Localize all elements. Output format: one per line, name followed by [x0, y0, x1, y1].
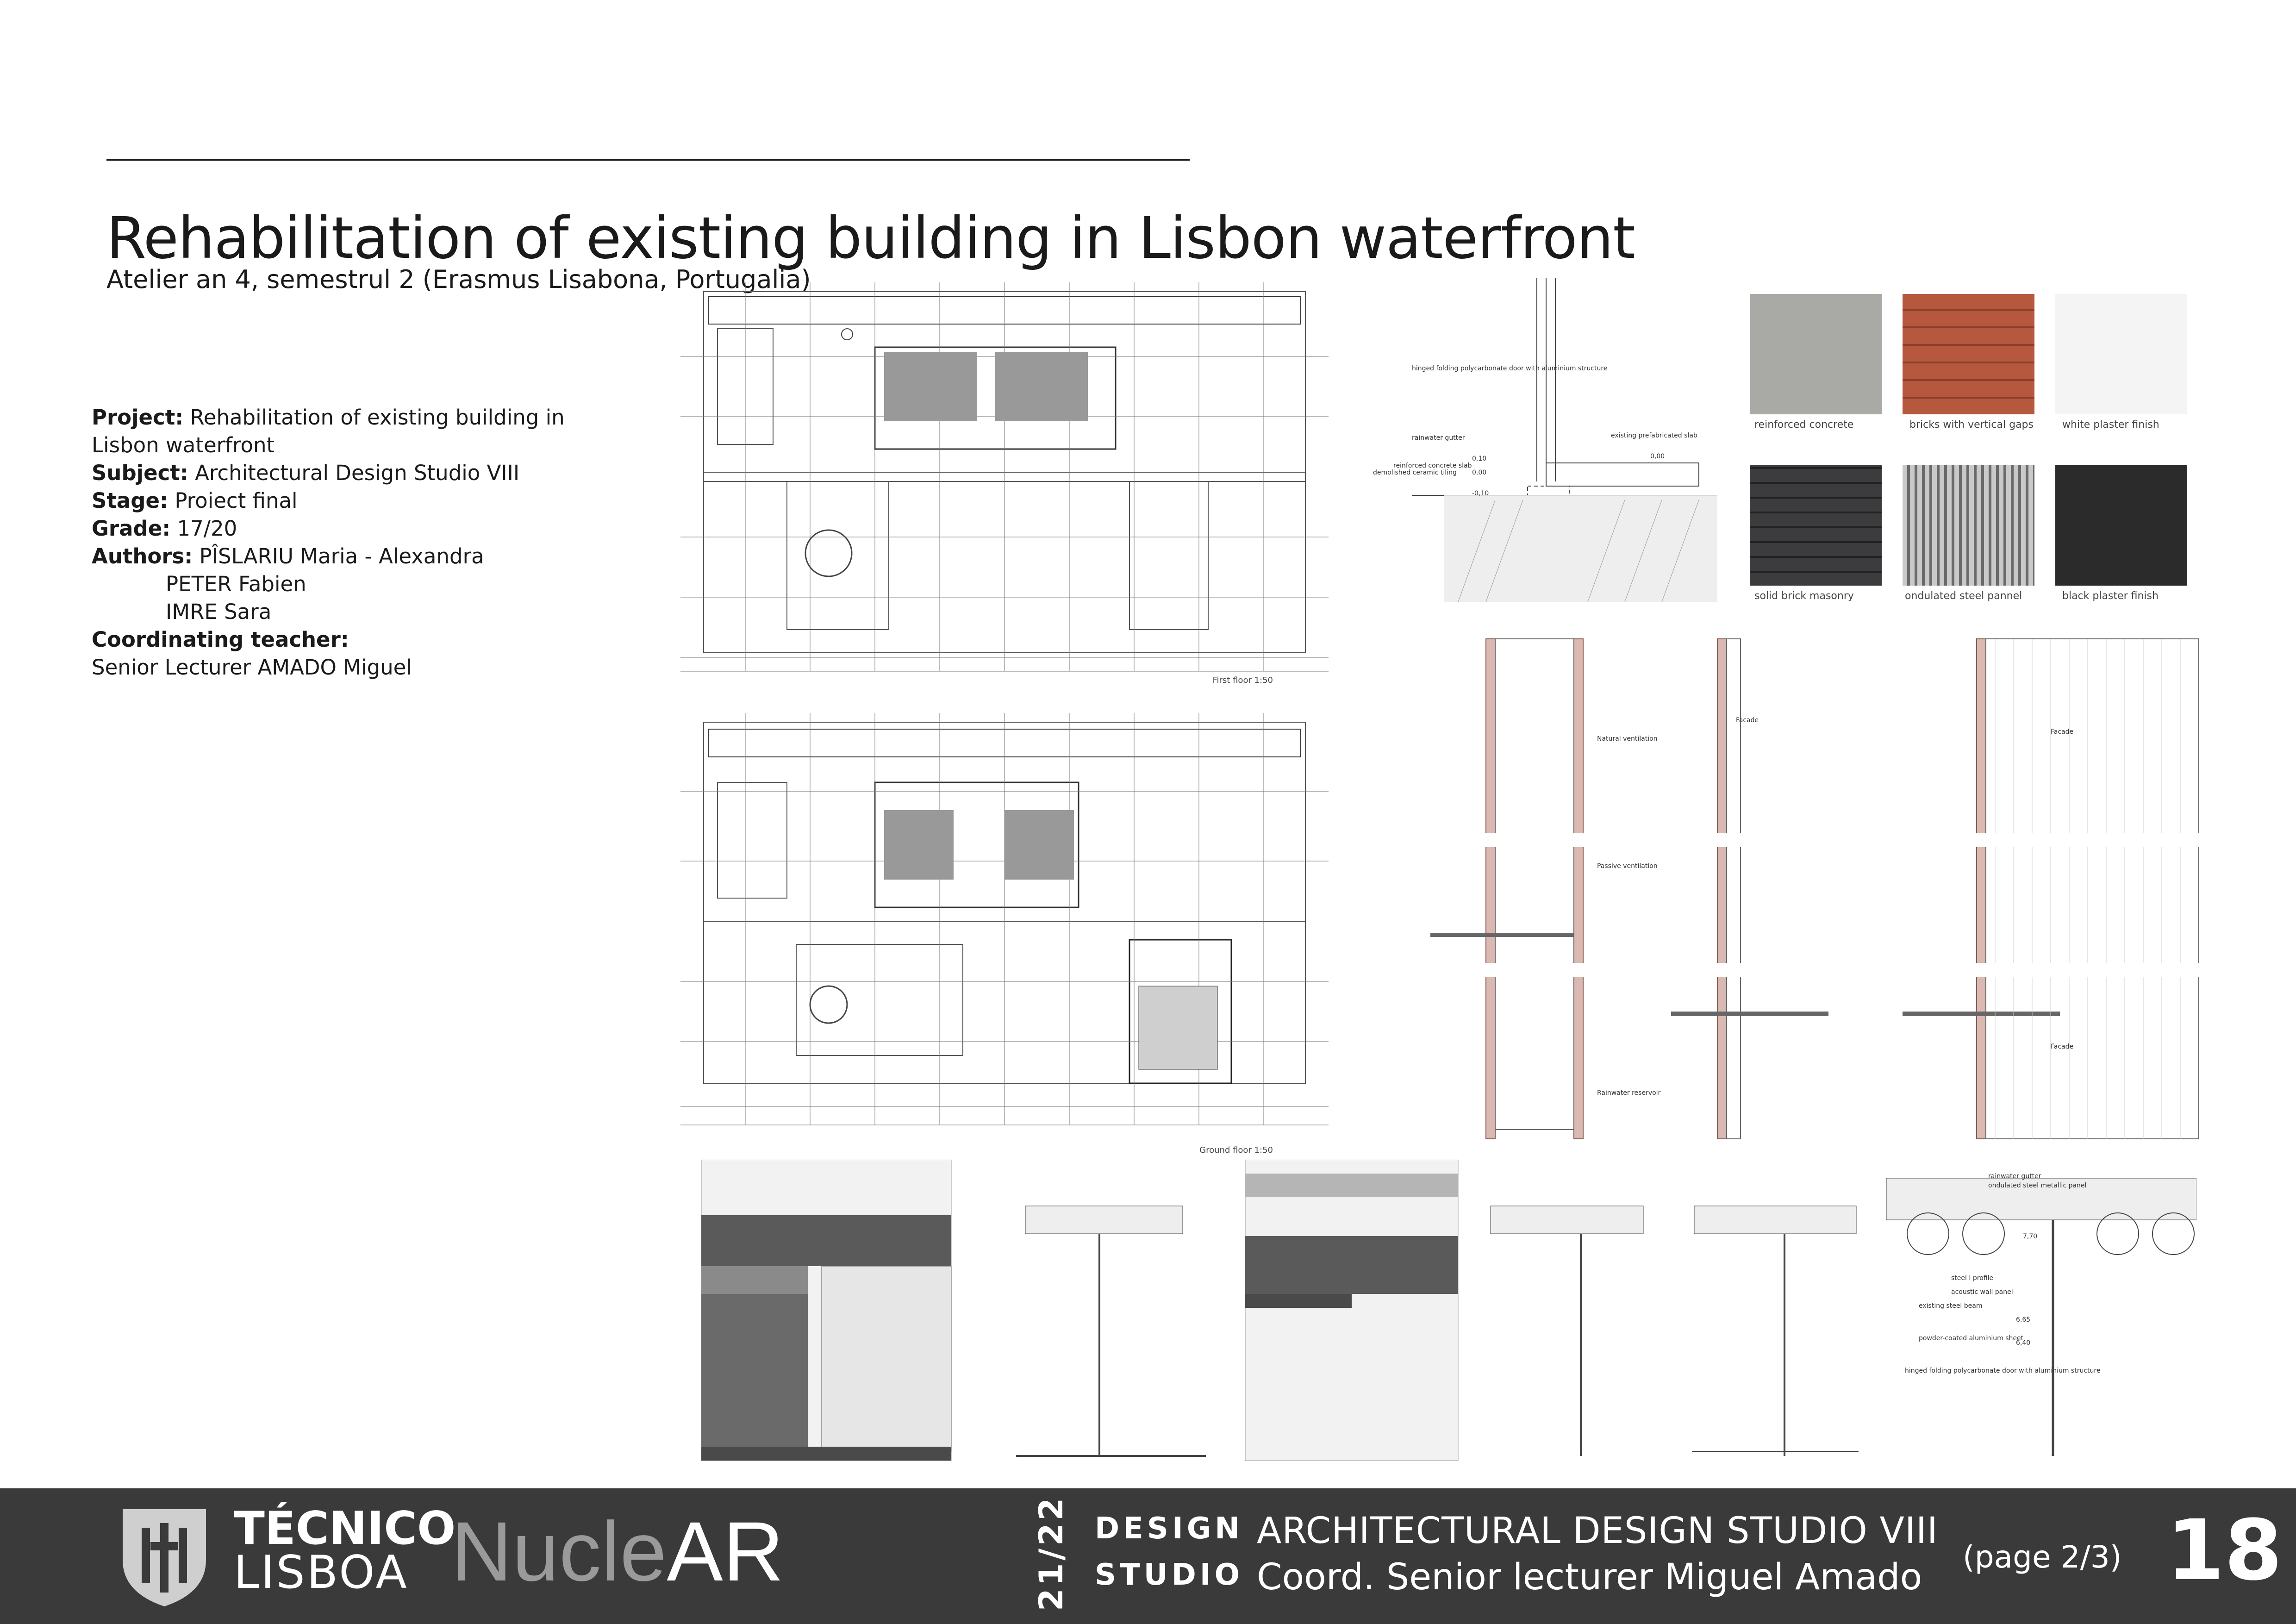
swatch-label-concrete: reinforced concrete	[1754, 419, 1854, 431]
detail-label-prefab: existing prefabricated slab	[1611, 432, 1697, 439]
facade-details-row	[701, 1160, 2196, 1465]
roof-label-acoustic: acoustic wall panel	[1951, 1288, 2013, 1296]
page-title: Rehabilitation of existing building in Lisbon waterfront	[106, 205, 1635, 272]
detail-level-2: 0,00	[1472, 469, 1487, 476]
project-line	[92, 404, 592, 459]
detail-label-gutter: rainwater gutter	[1412, 434, 1465, 442]
roof-label-aluminium: powder-coated aluminium sheet	[1919, 1335, 2024, 1342]
lisboa-wordmark: LISBOA	[234, 1546, 409, 1599]
subject-line	[92, 459, 592, 487]
project-value: Rehabilitation of existing building in Lisbon waterfront	[92, 405, 565, 457]
swatch-reinforced-concrete	[1750, 294, 1882, 414]
grade-value: 17/20	[177, 516, 237, 541]
roof-label-beam: existing steel beam	[1919, 1302, 1983, 1310]
roof-level-3: 6,40	[2016, 1339, 2031, 1347]
swatch-label-bricks: bricks with vertical gaps	[1909, 419, 2034, 431]
page-number: 18	[2166, 1502, 2283, 1599]
grade-label: Grade:	[92, 516, 171, 541]
detail-label-door: hinged folding polycarbonate door with aluminium structure	[1412, 365, 1608, 372]
swatch-steel-pannel	[1903, 465, 2034, 586]
grade-line	[92, 515, 592, 543]
studio-label: STUDIO	[1095, 1558, 1244, 1592]
nuclear-logo	[451, 1504, 784, 1599]
coordinator-value: Senior Lecturer AMADO Miguel	[92, 655, 412, 680]
swatch-label-white: white plaster finish	[2062, 419, 2159, 431]
author-1: PÎSLARIU Maria - Alexandra	[199, 544, 484, 568]
roof-level-1: 7,70	[2023, 1233, 2038, 1240]
stage-line	[92, 487, 592, 515]
detail-level-right: 0,00	[1650, 453, 1665, 460]
page-subtitle: Atelier an 4, semestrul 2 (Erasmus Lisabona, Portugalia)	[106, 265, 811, 294]
section-label-3: Rainwater reservoir	[1597, 1089, 1661, 1097]
swatch-label-black: black plaster finish	[2062, 590, 2159, 602]
foundation-detail	[1366, 278, 1745, 611]
coordinator-label: Coordinating teacher:	[92, 627, 349, 652]
swatch-white-plaster	[2055, 294, 2187, 414]
roof-label-gutter: rainwater gutter	[1988, 1173, 2041, 1180]
nuclear-logo-ar: AR	[667, 1504, 784, 1599]
detail-level-1: 0,10	[1472, 455, 1487, 462]
swatch-label-steel: ondulated steel pannel	[1905, 590, 2022, 602]
project-label: Project:	[92, 405, 184, 430]
ground-floor-caption: Ground floor 1:50	[1199, 1145, 1273, 1155]
section-label-5: Facade	[2051, 728, 2074, 736]
roof-level-2: 6,65	[2016, 1316, 2031, 1324]
academic-year-text: 21/22	[1032, 1495, 1070, 1611]
course-title: ARCHITECTURAL DESIGN STUDIO VIII	[1257, 1510, 1938, 1552]
swatch-bricks	[1903, 294, 2034, 414]
section-label-1: Natural ventilation	[1597, 735, 1658, 743]
page-label: (page 2/3)	[1963, 1539, 2122, 1575]
roof-label-door: hinged folding polycarbonate door with aluminium structure	[1905, 1367, 2101, 1374]
section-label-4: Facade	[1736, 717, 1759, 724]
first-floor-caption: First floor 1:50	[1212, 675, 1273, 685]
subject-value: Architectural Design Studio VIII	[195, 461, 520, 485]
tecnico-shield-logo	[118, 1505, 211, 1609]
tecnico-wordmark: TÉCNICO	[234, 1502, 456, 1555]
design-label: DESIGN	[1095, 1512, 1243, 1546]
section-label-2: Passive ventilation	[1597, 862, 1658, 870]
roof-label-steel-panel: ondulated steel metallic panel	[1988, 1182, 2087, 1189]
coordinator-line	[92, 626, 592, 654]
detail-level-3: -0,10	[1472, 490, 1489, 497]
header-rule	[106, 159, 1190, 161]
detail-label-slab: reinforced concrete slab	[1393, 462, 1472, 469]
swatch-black-plaster	[2055, 465, 2187, 586]
nuclear-logo-nucle: Nucle	[451, 1504, 667, 1599]
course-coordinator: Coord. Senior lecturer Miguel Amado	[1257, 1556, 1922, 1598]
first-floor-plan	[671, 278, 1342, 685]
project-info	[92, 404, 592, 681]
section-label-6: Facade	[2051, 1043, 2074, 1050]
author-3: IMRE Sara	[166, 600, 272, 624]
authors-line	[92, 543, 592, 570]
stage-label: Stage:	[92, 488, 168, 513]
swatch-solid-brick	[1750, 465, 1882, 586]
author-2: PETER Fabien	[166, 572, 306, 596]
detail-label-tiling: demolished ceramic tiling	[1373, 469, 1457, 476]
subject-label: Subject:	[92, 461, 188, 485]
authors-label: Authors:	[92, 544, 193, 568]
wall-sections	[1421, 630, 2199, 1153]
stage-value: Proiect final	[175, 488, 298, 513]
roof-label-profile: steel I profile	[1951, 1274, 1994, 1282]
swatch-label-solid-brick: solid brick masonry	[1754, 590, 1854, 602]
academic-year	[1025, 1495, 1099, 1616]
ground-floor-plan	[671, 708, 1342, 1157]
